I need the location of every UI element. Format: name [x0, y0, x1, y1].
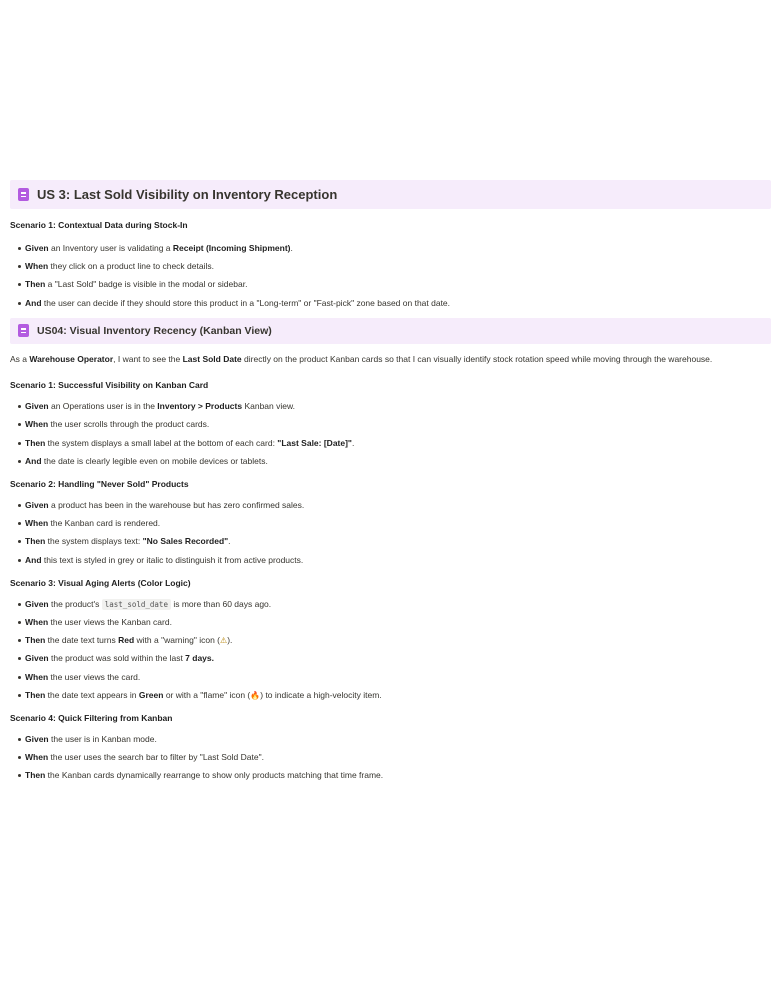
last-sold-date-code: last_sold_date: [102, 599, 171, 610]
warning-icon: ⚠: [220, 636, 228, 646]
list-item: When the Kanban card is rendered.: [0, 514, 771, 532]
list-item: Given the user is in Kanban mode.: [0, 730, 771, 748]
us4-scenario4-list: [0, 730, 771, 785]
list-item: Then the date text appears in Green or with a "flame" icon (🔥) to indicate a high-velocity item.: [0, 686, 771, 704]
list-item: Then a "Last Sold" badge is visible in the modal or sidebar.: [0, 275, 771, 293]
list-item: When the user scrolls through the product cards.: [0, 415, 771, 433]
us4-scenario3-list: [0, 595, 771, 704]
list-item: Then the Kanban cards dynamically rearrange to show only products matching that time frame.: [0, 766, 771, 784]
list-item: And the date is clearly legible even on mobile devices or tablets.: [0, 452, 771, 470]
us4-scenario2-title: Scenario 2: Handling "Never Sold" Products: [10, 479, 189, 489]
us4-intro: As a Warehouse Operator, I want to see the Last Sold Date directly on the product Kanban cards so that I can visually identify stock rotation speed while moving through the warehouse.: [10, 353, 713, 364]
list-item: When the user views the Kanban card.: [0, 613, 771, 631]
list-item: Then the system displays a small label at the bottom of each card: "Last Sale: [Date]".: [0, 434, 771, 452]
us4-scenario2-list: [0, 496, 771, 569]
list-item: Given an Operations user is in the Inventory > Products Kanban view.: [0, 397, 771, 415]
us4-scenario1-list: [0, 397, 771, 470]
us4-title: US04: Visual Inventory Recency (Kanban View): [37, 324, 272, 337]
list-item: Then the date text turns Red with a "warning" icon (⚠).: [0, 631, 771, 649]
list-item: Given the product's last_sold_date is more than 60 days ago.: [0, 595, 771, 613]
list-item: When they click on a product line to check details.: [0, 257, 771, 275]
list-item: And this text is styled in grey or italic to distinguish it from active products.: [0, 551, 771, 569]
flame-icon: 🔥: [250, 690, 261, 700]
us4-scenario3-title: Scenario 3: Visual Aging Alerts (Color Logic): [10, 577, 191, 588]
page-icon: [18, 324, 29, 337]
list-item: Given an Inventory user is validating a Receipt (Incoming Shipment).: [0, 239, 771, 257]
list-item: When the user uses the search bar to filter by "Last Sold Date".: [0, 748, 771, 766]
us3-heading: [10, 180, 771, 209]
us4-scenario1-title: Scenario 1: Successful Visibility on Kanban Card: [10, 380, 209, 391]
us3-scenario1-list: [0, 239, 771, 312]
us4-scenario4-title: Scenario 4: Quick Filtering from Kanban: [10, 712, 173, 723]
document-page: [0, 180, 771, 784]
list-item: Given a product has been in the warehouse but has zero confirmed sales.: [0, 496, 771, 514]
us3-title: US 3: Last Sold Visibility on Inventory Reception: [37, 187, 338, 202]
page-icon: [18, 188, 29, 201]
list-item: Then the system displays text: "No Sales Recorded".: [0, 532, 771, 550]
list-item: Given the product was sold within the last 7 days.: [0, 649, 771, 667]
us3-scenario1-title: Scenario 1: Contextual Data during Stock-In: [10, 220, 188, 230]
list-item: And the user can decide if they should store this product in a "Long-term" or "Fast-pick" zone based on that date.: [0, 294, 771, 312]
us4-heading: [10, 318, 771, 344]
list-item: When the user views the card.: [0, 668, 771, 686]
